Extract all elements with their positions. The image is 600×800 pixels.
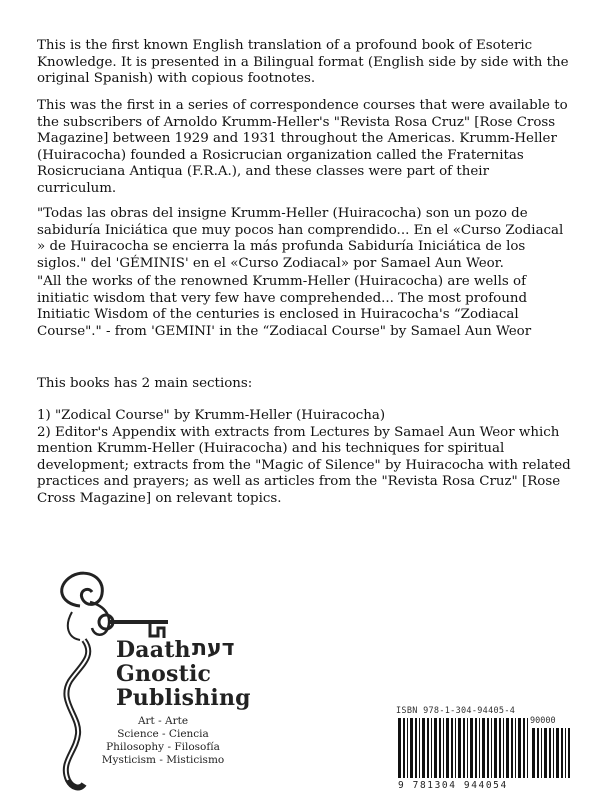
addon-barcode-icon bbox=[532, 728, 570, 778]
spanish-quote: "Todas las obras del insigne Krumm-Heller (Huiracocha) son un pozo de sabiduría Iniciática que muy pocos han comprendido... En el «Curso Zodiacal » de Huiracocha se encierra la más profunda Sabiduría Iniciática de los siglos." del 'GÉMINIS' en el «Curso Zodiacal» por Samael Aun Weor. bbox=[37, 206, 564, 271]
hebrew-daath-text: דעת bbox=[192, 636, 235, 661]
tagline-science: Science - Ciencia bbox=[117, 728, 209, 740]
price-code-label: 90000 bbox=[530, 716, 556, 726]
ean-number: 9 781304 944054 bbox=[398, 780, 508, 791]
history-paragraph: This was the first in a series of correspondence courses that were available to the subscribers of Arnoldo Krumm-Heller's "Revista Rosa Cruz" [Rose Cross Magazine] between 1929 and 1931 throughout the Americas. Krumm-Heller (Huiracocha) founded a Rosicrucian organization called the Fraternitas Rosicruciana Antiqua (F.R.A.), and these classes were part of their curriculum. bbox=[37, 98, 568, 196]
tagline-art: Art - Arte bbox=[137, 715, 189, 727]
sections-intro: This books has 2 main sections: bbox=[37, 376, 253, 391]
list-item: 1) "Zodical Course" by Krumm-Heller (Huiracocha) bbox=[37, 408, 386, 423]
list-item: 2) Editor's Appendix with extracts from Lectures by Samael Aun Weor which mention Krumm-Heller (Huiracocha) and his techniques for spiritual development; extracts from the "Magic of Silence" by Huiracocha with related practices and prayers; as well as articles from the "Revista Rosa Cruz" [Rose Cross Magazine] on relevant topics. bbox=[37, 424, 571, 506]
publisher-name-line3: Publishing bbox=[116, 685, 251, 711]
isbn-label: ISBN 978-1-304-94405-4 bbox=[396, 706, 516, 716]
publisher-name-line2: Gnostic bbox=[116, 661, 212, 687]
english-quote: "All the works of the renowned Krumm-Heller (Huiracocha) are wells of initiatic wisdom that very few have comprehended... The most profound Initiatic Wisdom of the centuries is enclosed in Huiracocha's “Zodiacal Course"." - from 'GEMINI' in the “Zodiacal Course" by Samael Aun Weor bbox=[37, 274, 532, 339]
publisher-name-line1: Daath bbox=[116, 637, 191, 663]
tagline-philosophy: Philosophy - Filosofía bbox=[106, 741, 220, 753]
ean-barcode-icon bbox=[398, 718, 528, 778]
sections-list bbox=[37, 408, 572, 507]
tagline-mysticism: Mysticism - Misticismo bbox=[101, 754, 225, 766]
intro-paragraph: This is the first known English translation of a profound book of Esoteric Knowledge. It is presented in a Bilingual format (English side by side with the original Spanish) with copious footnotes. bbox=[37, 38, 569, 86]
